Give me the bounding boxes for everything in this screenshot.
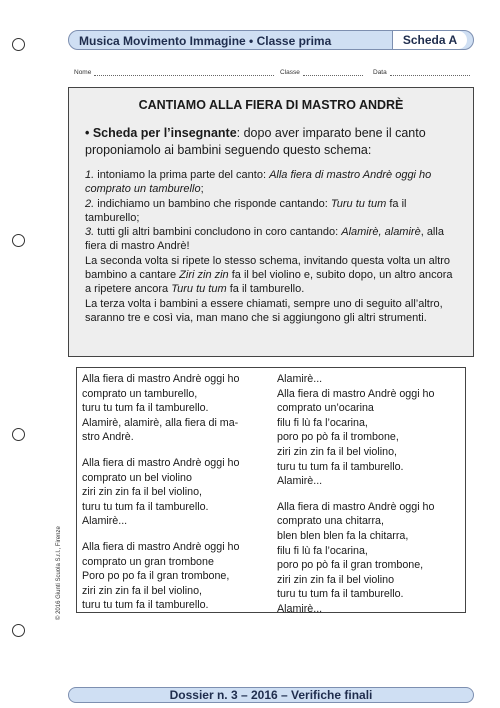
lyric-line: turu tu tum fa il tamburello. [82, 402, 209, 415]
field-classe-label: Classe [280, 69, 300, 76]
lyric-line: turu tu tum fa il tamburello. [277, 588, 404, 601]
paragraph-2 [85, 254, 459, 297]
step-2-italic: Turu tu tum [330, 197, 387, 210]
intro-text [85, 125, 459, 159]
lyric-line: turu tu tum fa il tamburello. [277, 460, 404, 473]
field-data [373, 68, 470, 76]
step-3 [85, 225, 459, 254]
lyric-line: poro po pò fa il trombone, [277, 431, 399, 444]
step-3-num: 3. [85, 226, 95, 239]
stanza-gap [82, 529, 276, 540]
lyric-line: Alla fiera di mastro Andrè oggi ho [277, 500, 435, 513]
lyric-line: comprato un tamburello, [82, 387, 198, 400]
lyric-line: stro Andrè. [82, 431, 134, 444]
p2-italic-2: Turu tu tum [171, 283, 227, 296]
teacher-instructions-box [68, 87, 474, 357]
header-bar [68, 30, 474, 50]
lyrics-column-left [82, 372, 276, 613]
step-1 [85, 168, 459, 197]
step-2 [85, 197, 459, 226]
lyric-line: comprato un’ocarina [277, 402, 374, 415]
lyric-line: Alla fiera di mastro Andrè oggi ho [82, 373, 240, 385]
lyric-line: turu tu tum fa il tamburello. [82, 599, 209, 612]
lyric-line: Alamirè... [277, 475, 323, 488]
lyric-line: ziri zin zin fa il bel violino, [277, 445, 397, 458]
step-3-end: , alla fiera di mastro Andrè! [85, 226, 444, 253]
p2-a: La seconda volta si ripete lo stesso schema, invitando questa volta un altro bambino a cantare [85, 254, 451, 282]
lyric-line: Alla fiera di mastro Andrè oggi ho [82, 540, 240, 553]
paragraph-3: La terza volta i bambini a essere chiamati, sempre uno di seguito all’altro, saranno tre e così via, man mano che si aggiungono gli altri strumenti. [85, 297, 443, 324]
step-3-italic: Alamirè, alamirè [341, 226, 421, 239]
intro-rest: : dopo aver imparato bene il canto proponiamolo ai bambini seguendo questo schema: [85, 126, 426, 157]
step-1-num: 1. [85, 169, 95, 181]
student-fields [68, 68, 474, 80]
intro-bold: • Scheda per l’insegnante [85, 126, 237, 140]
field-classe-line [303, 68, 363, 76]
stanza-gap [277, 489, 463, 500]
lyrics-column-right [277, 372, 463, 617]
field-nome [74, 68, 274, 76]
field-data-label: Data [373, 69, 387, 76]
lyric-line: Alla fiera di mastro Andrè oggi ho [277, 387, 435, 400]
field-data-line [390, 68, 470, 76]
lyric-line: comprato una chitarra, [277, 515, 384, 528]
step-1-end: ; [200, 183, 204, 196]
field-nome-line [94, 68, 274, 76]
step-2-end: fa il tamburello; [85, 197, 407, 224]
step-2-num: 2. [85, 197, 95, 210]
lyric-line: poro po pò fa il gran trombone, [277, 559, 424, 572]
step-1-italic: Alla fiera di mastro Andrè oggi ho comprato un tamburello [85, 169, 432, 196]
p2-b: fa il bel violino e, subito dopo, un altro ancora a ripetere ancora [85, 269, 453, 296]
step-2-text: indichiamo un bambino che risponde cantando: [94, 197, 331, 210]
lyric-line: turu tu tum fa il tamburello. [82, 500, 209, 513]
lyric-line: ziri zin zin fa il bel violino [277, 573, 395, 586]
lyric-line: comprato un bel violino [82, 471, 192, 484]
field-classe [280, 68, 363, 76]
song-lyrics-box [76, 367, 466, 613]
lyric-line: Alamirè... [277, 602, 323, 615]
steps [85, 168, 459, 325]
lyric-line: filu fi lù fa l’ocarina, [277, 416, 368, 429]
lyric-line: Alamirè... [82, 515, 128, 528]
stanza-gap [82, 445, 276, 456]
p2-italic-1: Ziri zin zin [179, 269, 229, 282]
lyric-line: Alamirè... [277, 373, 323, 385]
field-nome-label: Nome [74, 69, 92, 76]
lyric-line: Alamirè, alamirè, alla fiera di ma- [82, 416, 239, 429]
header-tab: Scheda A [392, 31, 467, 49]
binder-hole-4 [12, 624, 25, 637]
binder-hole-1 [12, 38, 25, 51]
lyric-line: comprato un gran trombone [82, 555, 214, 568]
footer-bar: Dossier n. 3 – 2016 – Verifiche finali [68, 687, 474, 703]
step-3-text: tutti gli altri bambini concludono in coro cantando: [94, 226, 342, 239]
main-title: CANTIAMO ALLA FIERA DI MASTRO ANDRÈ [138, 98, 404, 112]
p2-c: fa il tamburello. [226, 283, 305, 296]
lyric-line: ziri zin zin fa il bel violino, [82, 486, 202, 499]
lyric-line: Alla fiera di mastro Andrè oggi ho [82, 456, 240, 469]
copyright-notice: © 2016 Giunti Scuola S.r.l., Firenze [56, 526, 62, 620]
lyric-line: blen blen blen fa la chitarra, [277, 529, 409, 542]
lyric-line: filu fi lù fa l’ocarina, [277, 544, 368, 557]
lyric-line: ziri zin zin fa il bel violino, [82, 584, 202, 597]
lyric-line: Poro po po fa il gran trombone, [82, 570, 230, 583]
step-1-text: intoniamo la prima parte del canto: [94, 169, 270, 181]
binder-hole-3 [12, 428, 25, 441]
binder-hole-2 [12, 234, 25, 247]
header-title: Musica Movimento Immagine • Classe prima [79, 34, 332, 48]
